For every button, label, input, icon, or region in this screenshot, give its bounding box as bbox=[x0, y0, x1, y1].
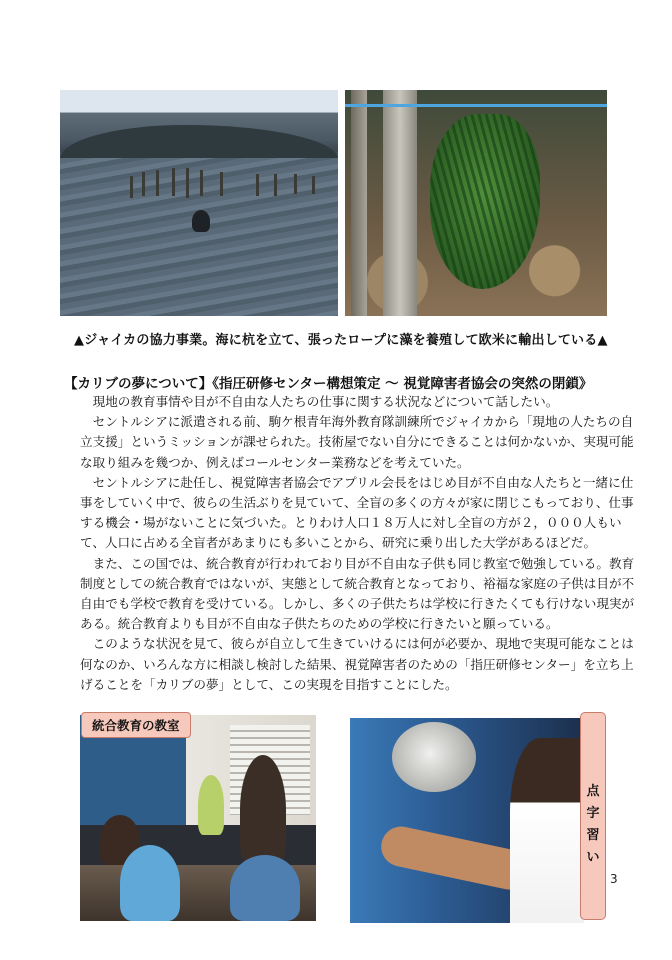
paragraph: また、この国では、統合教育が行われており目が不自由な子供も同じ教室で勉強している。教育制度としての統合教育ではないが、実態として統合教育となっており、裕福な家庭の子供は目が不自由でも学校で教育を受けている。しかし、多くの子供たちは学校に行きたくても行けない現実がある。統合教育よりも目が不自由な子供たちのための学校に行きたいと願っている。 bbox=[80, 555, 635, 632]
sky bbox=[60, 90, 338, 112]
pole bbox=[156, 170, 159, 196]
classroom-photo bbox=[80, 715, 316, 921]
pole bbox=[172, 168, 175, 196]
tree-trunk bbox=[383, 90, 417, 316]
seaweed-farm-sea-photo bbox=[60, 90, 338, 316]
student-figure bbox=[230, 855, 300, 921]
hill-silhouette bbox=[60, 125, 338, 159]
seaweed-net-photo bbox=[345, 90, 607, 316]
pole bbox=[130, 176, 133, 198]
paragraph: セントルシアに派遣される前、駒ケ根青年海外教育隊訓練所でジャイカから「現地の人たちの自立支援」というミッションが課せられた。技術屋でない自分にできることは何かないか、実現可能な取り組みを幾つか、例えばコールセンター業務などを考えていた。 bbox=[80, 414, 634, 470]
paragraph: このような状況を見て、彼らが自立して生きていけるには何が必要か、現地で実現可能なことは何なのか、いろんな方に相談し検討した結果、視覚障害者のための「指圧研修センター」を立ち上げることを「カリブの夢」として、この実現を目指すことにした。 bbox=[80, 636, 634, 692]
student-figure bbox=[510, 738, 584, 923]
student-figure bbox=[120, 845, 180, 921]
pole bbox=[186, 168, 189, 198]
pole bbox=[256, 174, 259, 196]
teacher-figure bbox=[198, 775, 224, 835]
diver-figure bbox=[192, 210, 210, 232]
pole bbox=[142, 172, 145, 196]
pole bbox=[274, 174, 277, 196]
section-title: 【カリブの夢について】《指圧研修センター構想策定 ～ 視覚障害者協会の突然の閉鎖》 bbox=[64, 376, 593, 392]
label-char: 習 bbox=[586, 828, 600, 843]
paragraph: 現地の教育事情や目が不自由な人たちの仕事に関する状況などについて話したい。 bbox=[92, 394, 559, 409]
gray-hair-head bbox=[392, 722, 476, 792]
photo-caption: ▲ジャイカの協力事業。海に杭を立て、張ったロープに藻を養殖して欧米に輸出している▲ bbox=[74, 333, 608, 348]
label-char: 点 bbox=[586, 784, 600, 799]
body-text bbox=[80, 392, 640, 695]
page-number: 3 bbox=[610, 872, 618, 886]
paragraph: セントルシアに赴任し、視覚障害者協会でアプリル会長をはじめ目が不自由な人たちと一緒に仕事をしていく中で、彼らの生活ぶりを見ていて、全盲の多くの方々が家に閉じこもっており、仕事する機会・場がないことに気づいた。とりわけ人口１８万人に対し全盲の方が２，０００人もいて、人口に占める全盲者があまりにも多いことから、研究に乗り出した大学があるほどだ。 bbox=[80, 474, 634, 551]
pole bbox=[312, 176, 315, 194]
pole bbox=[220, 172, 223, 196]
braille-practice-label bbox=[580, 712, 606, 920]
pole bbox=[294, 174, 297, 194]
label-char: い bbox=[586, 850, 600, 865]
tree-trunk bbox=[351, 90, 367, 316]
classroom-label: 統合教育の教室 bbox=[81, 712, 191, 738]
label-char: 字 bbox=[586, 806, 600, 821]
student-figure bbox=[240, 755, 286, 865]
braille-lesson-photo bbox=[350, 718, 584, 923]
blue-rope bbox=[345, 104, 607, 107]
pole bbox=[200, 170, 203, 196]
